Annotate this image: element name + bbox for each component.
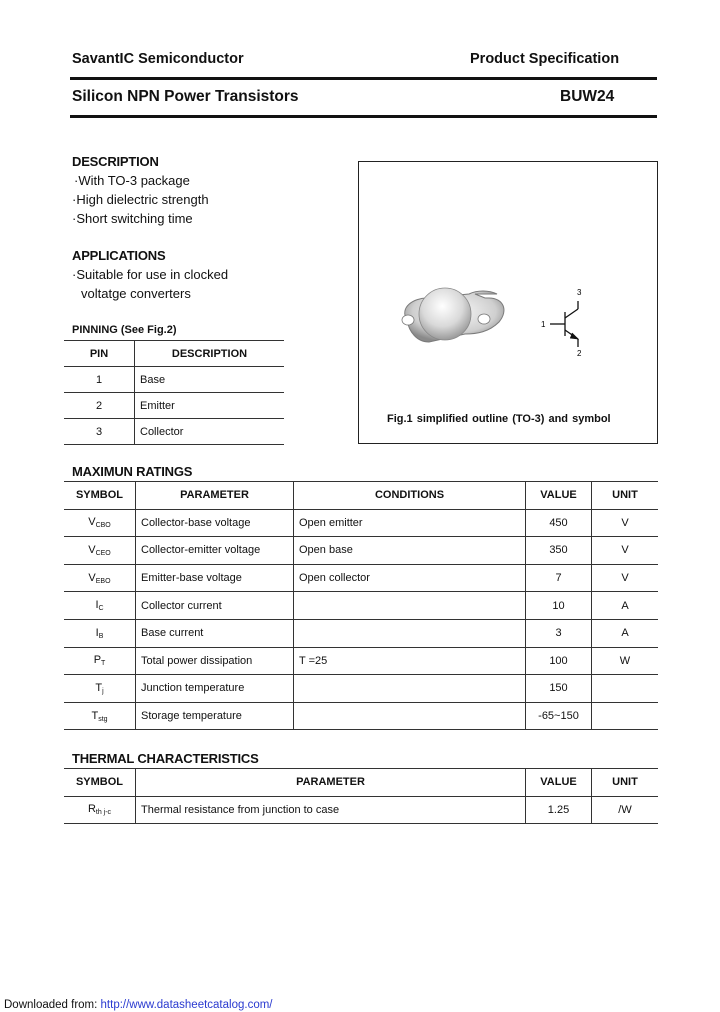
unit-cell: A <box>592 592 659 620</box>
unit-cell: V <box>592 509 659 537</box>
symbol-subscript: T <box>101 660 106 668</box>
footer-link[interactable]: http://www.datasheetcatalog.com/ <box>100 999 273 1011</box>
column-header: PARAMETER <box>136 482 294 510</box>
value-cell: 100 <box>526 647 592 675</box>
symbol: R <box>87 803 96 816</box>
unit-cell <box>592 702 659 730</box>
header-rule-top <box>70 77 657 80</box>
document-type: Product Specification <box>470 51 620 67</box>
footer-prefix: Downloaded from: <box>4 999 98 1011</box>
symbol-subscript: CBO <box>95 522 111 530</box>
value-cell: 1.25 <box>526 796 592 824</box>
unit-cell: V <box>592 537 659 565</box>
product-line: Silicon NPN Power Transistors <box>72 88 299 105</box>
conditions-cell: Open emitter <box>294 509 526 537</box>
value-cell: 150 <box>526 675 592 703</box>
value-cell: 450 <box>526 509 592 537</box>
column-header: PARAMETER <box>136 769 526 797</box>
symbol-cell <box>64 592 136 620</box>
symbol-subscript: th j-c <box>95 809 112 817</box>
symbol: V <box>88 543 96 556</box>
symbol: V <box>88 571 96 584</box>
symbol: P <box>93 654 102 667</box>
value-cell: 10 <box>526 592 592 620</box>
value-cell: 3 <box>526 619 592 647</box>
parameter-cell: Collector current <box>136 592 294 620</box>
column-header: CONDITIONS <box>294 482 526 510</box>
symbol-cell <box>64 509 136 537</box>
symbol-cell <box>64 537 136 565</box>
base-pin-label: 1 <box>541 320 546 329</box>
description-heading: DESCRIPTION <box>72 154 159 169</box>
unit-cell: W <box>592 647 659 675</box>
symbol: V <box>88 516 96 529</box>
parameter-cell: Total power dissipation <box>136 647 294 675</box>
description-item: ·Short switching time <box>72 211 193 226</box>
symbol: I <box>95 599 99 612</box>
table-row <box>64 675 658 703</box>
pin-description: Base <box>135 367 285 393</box>
figure-box <box>358 161 658 444</box>
table-row <box>64 619 658 647</box>
table-header-row <box>64 482 658 510</box>
mounting-hole <box>402 315 414 325</box>
figure-drawing <box>359 162 657 443</box>
value-cell: 350 <box>526 537 592 565</box>
applications-line: ·Suitable for use in clocked <box>72 267 229 282</box>
description-item: ·With TO-3 package <box>74 173 190 188</box>
symbol-subscript: j <box>102 687 104 695</box>
footer <box>4 999 273 1011</box>
value-cell: 7 <box>526 564 592 592</box>
max-ratings-table <box>64 481 658 730</box>
parameter-cell: Collector-emitter voltage <box>136 537 294 565</box>
conditions-cell: T =25 <box>294 647 526 675</box>
max-ratings-heading: MAXIMUN RATINGS <box>72 464 193 479</box>
conditions-cell <box>294 592 526 620</box>
parameter-cell: Base current <box>136 619 294 647</box>
to3-package-outline <box>402 288 504 342</box>
part-number: BUW24 <box>560 88 615 105</box>
unit-cell <box>592 675 659 703</box>
table-row <box>64 419 284 445</box>
npn-transistor-symbol-icon <box>550 301 578 347</box>
value-cell: -65~150 <box>526 702 592 730</box>
collector-pin-label: 3 <box>577 288 582 297</box>
header-rule-bottom <box>70 115 657 118</box>
company-name: SavantIC Semiconductor <box>72 51 244 67</box>
symbol-cell <box>64 619 136 647</box>
emitter-pin-label: 2 <box>577 349 582 358</box>
table-row <box>64 647 658 675</box>
symbol-cell <box>64 702 136 730</box>
column-header: PIN <box>64 341 135 367</box>
parameter-cell: Junction temperature <box>136 675 294 703</box>
pin-description: Emitter <box>135 393 285 419</box>
description-item: ·High dielectric strength <box>72 192 209 207</box>
mounting-hole <box>478 314 490 324</box>
parameter-cell: Thermal resistance from junction to case <box>136 796 526 824</box>
symbol-cell <box>64 564 136 592</box>
table-row <box>64 537 658 565</box>
pin-number: 2 <box>64 393 135 419</box>
unit-cell: V <box>592 564 659 592</box>
symbol-cell <box>64 796 136 824</box>
column-header: VALUE <box>526 482 592 510</box>
parameter-cell: Storage temperature <box>136 702 294 730</box>
pin-number: 3 <box>64 419 135 445</box>
column-header: UNIT <box>592 769 659 797</box>
parameter-cell: Emitter-base voltage <box>136 564 294 592</box>
unit-cell: /W <box>592 796 659 824</box>
pinning-table <box>64 340 284 445</box>
column-header: DESCRIPTION <box>135 341 285 367</box>
pin-description: Collector <box>135 419 285 445</box>
table-row <box>64 592 658 620</box>
package-cap <box>419 288 471 340</box>
pin-number: 1 <box>64 367 135 393</box>
conditions-cell <box>294 675 526 703</box>
symbol-subscript: EBO <box>95 577 111 585</box>
pinning-heading: PINNING (See Fig.2) <box>72 324 177 336</box>
table-row <box>64 509 658 537</box>
conditions-cell <box>294 702 526 730</box>
table-row <box>64 796 658 824</box>
conditions-cell: Open collector <box>294 564 526 592</box>
column-header: SYMBOL <box>64 769 136 797</box>
column-header: VALUE <box>526 769 592 797</box>
applications-line: voltatge converters <box>81 286 191 301</box>
symbol-subscript: B <box>98 632 104 640</box>
thermal-table <box>64 768 658 824</box>
symbol: T <box>91 709 99 722</box>
symbol-cell <box>64 647 136 675</box>
parameter-cell: Collector-base voltage <box>136 509 294 537</box>
table-header-row <box>64 769 658 797</box>
symbol: T <box>95 681 103 694</box>
table-row <box>64 367 284 393</box>
symbol-subscript: C <box>98 605 104 613</box>
applications-heading: APPLICATIONS <box>72 248 166 263</box>
table-header-row <box>64 341 284 367</box>
table-row <box>64 702 658 730</box>
conditions-cell: Open base <box>294 537 526 565</box>
table-row <box>64 564 658 592</box>
thermal-heading: THERMAL CHARACTERISTICS <box>72 751 259 766</box>
conditions-cell <box>294 619 526 647</box>
unit-cell: A <box>592 619 659 647</box>
symbol: I <box>95 626 99 639</box>
table-row <box>64 393 284 419</box>
figure-caption: Fig.1 simplified outline (TO-3) and symbol <box>387 413 611 425</box>
symbol-subscript: stg <box>98 715 108 723</box>
column-header: UNIT <box>592 482 659 510</box>
column-header: SYMBOL <box>64 482 136 510</box>
symbol-subscript: CEO <box>95 549 111 557</box>
symbol-cell <box>64 675 136 703</box>
